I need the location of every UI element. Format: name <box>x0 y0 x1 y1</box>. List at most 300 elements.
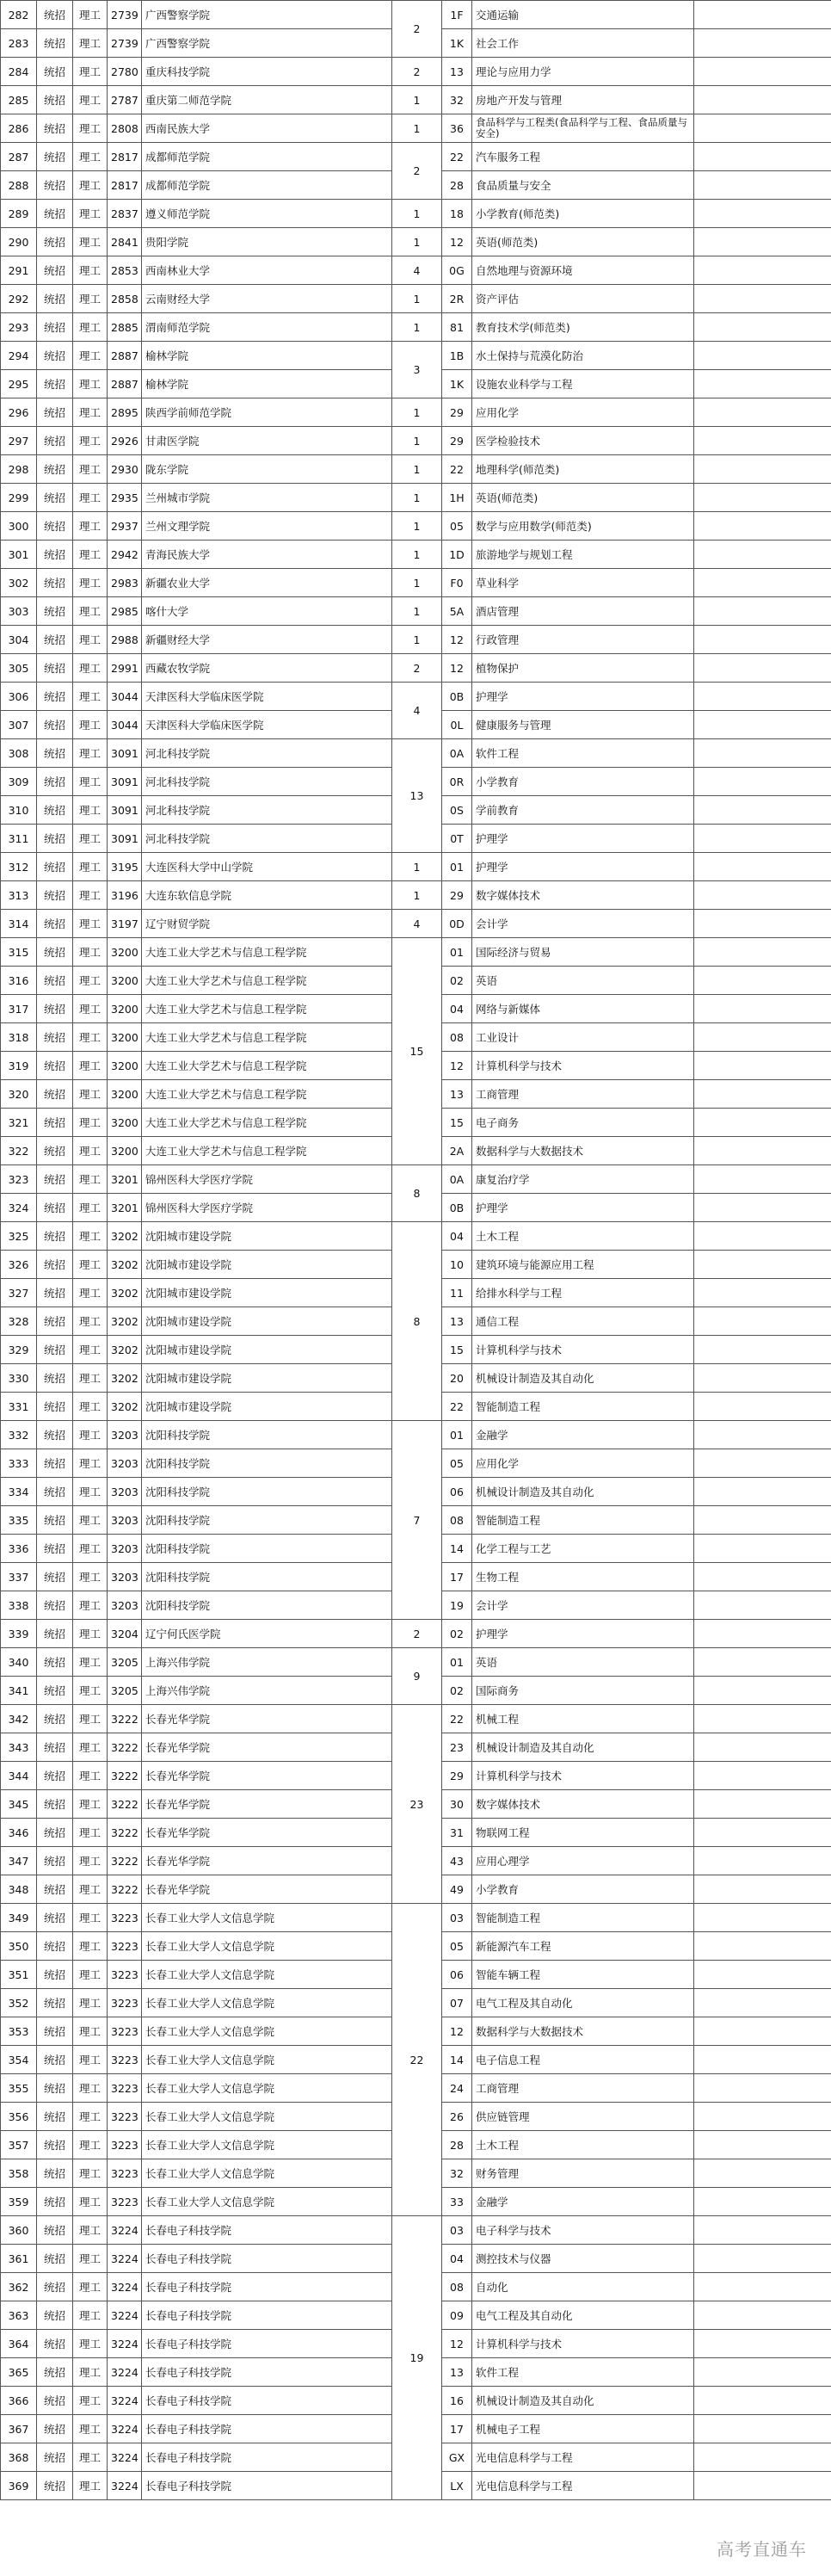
row-index: 346 <box>1 1819 37 1847</box>
major-code-cell: 16 <box>442 2387 472 2415</box>
batch-cell: 统招 <box>37 1677 73 1705</box>
school-name-cell: 榆林学院 <box>142 370 392 398</box>
row-index: 342 <box>1 1705 37 1733</box>
row-index: 312 <box>1 853 37 881</box>
major-name-cell: 数字媒体技术 <box>472 881 694 910</box>
blank-cell <box>694 2387 831 2415</box>
subject-cell: 理工 <box>73 654 108 683</box>
batch-cell: 统招 <box>37 342 73 370</box>
row-index: 303 <box>1 597 37 626</box>
batch-cell: 统招 <box>37 228 73 256</box>
major-code-cell: 2A <box>442 1137 472 1165</box>
major-name-cell: 工商管理 <box>472 2074 694 2103</box>
batch-cell: 统招 <box>37 2245 73 2273</box>
major-name-cell: 金融学 <box>472 2188 694 2216</box>
school-name-cell: 长春电子科技学院 <box>142 2415 392 2443</box>
subject-cell: 理工 <box>73 1932 108 1961</box>
subject-cell: 理工 <box>73 370 108 398</box>
subject-cell: 理工 <box>73 967 108 995</box>
major-code-cell: 28 <box>442 171 472 200</box>
major-name-cell: 国际经济与贸易 <box>472 938 694 967</box>
major-code-cell: 20 <box>442 1364 472 1393</box>
school-name-cell: 长春工业大学人文信息学院 <box>142 2188 392 2216</box>
major-name-cell: 计算机科学与技术 <box>472 1336 694 1364</box>
major-name-cell: 国际商务 <box>472 1677 694 1705</box>
blank-cell <box>694 455 831 484</box>
school-name-cell: 辽宁何氏医学院 <box>142 1620 392 1648</box>
school-name-cell: 喀什大学 <box>142 597 392 626</box>
blank-cell <box>694 342 831 370</box>
school-code-cell: 3223 <box>108 2103 142 2131</box>
row-index: 359 <box>1 2188 37 2216</box>
blank-cell <box>694 1 831 29</box>
school-code-cell: 3224 <box>108 2387 142 2415</box>
major-name-cell: 智能制造工程 <box>472 1393 694 1421</box>
major-name-cell: 网络与新媒体 <box>472 995 694 1023</box>
school-code-cell: 3200 <box>108 1137 142 1165</box>
school-code-cell: 3222 <box>108 1790 142 1819</box>
blank-cell <box>694 1875 831 1904</box>
batch-cell: 统招 <box>37 1052 73 1080</box>
major-code-cell: 32 <box>442 2159 472 2188</box>
batch-cell: 统招 <box>37 2387 73 2415</box>
major-code-cell: 29 <box>442 881 472 910</box>
batch-cell: 统招 <box>37 654 73 683</box>
blank-cell <box>694 967 831 995</box>
blank-cell <box>694 1563 831 1591</box>
plan-count-cell: 4 <box>392 256 442 285</box>
subject-cell: 理工 <box>73 1648 108 1677</box>
blank-cell <box>694 370 831 398</box>
school-code-cell: 2930 <box>108 455 142 484</box>
school-name-cell: 沈阳城市建设学院 <box>142 1393 392 1421</box>
school-code-cell: 2935 <box>108 484 142 512</box>
table-row <box>1 1620 831 1648</box>
batch-cell: 统招 <box>37 1307 73 1336</box>
major-name-cell: 小学教育 <box>472 768 694 796</box>
batch-cell: 统招 <box>37 1705 73 1733</box>
subject-cell: 理工 <box>73 1 108 29</box>
row-index: 336 <box>1 1535 37 1563</box>
blank-cell <box>694 2216 831 2245</box>
major-code-cell: 1K <box>442 29 472 58</box>
row-index: 321 <box>1 1109 37 1137</box>
major-code-cell: 29 <box>442 398 472 427</box>
school-code-cell: 3204 <box>108 1620 142 1648</box>
school-code-cell: 3223 <box>108 2131 142 2159</box>
row-index: 296 <box>1 398 37 427</box>
subject-cell: 理工 <box>73 1364 108 1393</box>
blank-cell <box>694 228 831 256</box>
school-code-cell: 3091 <box>108 739 142 768</box>
batch-cell: 统招 <box>37 1790 73 1819</box>
table-row <box>1 597 831 626</box>
subject-cell: 理工 <box>73 2472 108 2500</box>
major-name-cell: 电子科学与技术 <box>472 2216 694 2245</box>
row-index: 341 <box>1 1677 37 1705</box>
blank-cell <box>694 1307 831 1336</box>
school-code-cell: 3223 <box>108 2046 142 2074</box>
subject-cell: 理工 <box>73 398 108 427</box>
subject-cell: 理工 <box>73 1762 108 1790</box>
school-code-cell: 2739 <box>108 1 142 29</box>
major-name-cell: 财务管理 <box>472 2159 694 2188</box>
school-code-cell: 2817 <box>108 171 142 200</box>
row-index: 345 <box>1 1790 37 1819</box>
batch-cell: 统招 <box>37 1393 73 1421</box>
blank-cell <box>694 2301 831 2330</box>
row-index: 365 <box>1 2358 37 2387</box>
major-code-cell: 05 <box>442 512 472 541</box>
blank-cell <box>694 654 831 683</box>
major-code-cell: 10 <box>442 1251 472 1279</box>
row-index: 294 <box>1 342 37 370</box>
major-code-cell: 33 <box>442 2188 472 2216</box>
school-code-cell: 3200 <box>108 967 142 995</box>
major-name-cell: 食品质量与安全 <box>472 171 694 200</box>
school-code-cell: 3200 <box>108 1052 142 1080</box>
school-code-cell: 3200 <box>108 1023 142 1052</box>
subject-cell: 理工 <box>73 597 108 626</box>
table-row <box>1 1904 831 1932</box>
major-name-cell: 机械电子工程 <box>472 2415 694 2443</box>
school-code-cell: 2858 <box>108 285 142 313</box>
school-name-cell: 长春工业大学人文信息学院 <box>142 2131 392 2159</box>
school-name-cell: 渭南师范学院 <box>142 313 392 342</box>
school-code-cell: 3222 <box>108 1819 142 1847</box>
school-name-cell: 长春电子科技学院 <box>142 2301 392 2330</box>
blank-cell <box>694 825 831 853</box>
batch-cell: 统招 <box>37 1336 73 1364</box>
blank-cell <box>694 1819 831 1847</box>
blank-cell <box>694 1080 831 1109</box>
school-name-cell: 长春电子科技学院 <box>142 2443 392 2472</box>
major-code-cell: 43 <box>442 1847 472 1875</box>
major-name-cell: 应用心理学 <box>472 1847 694 1875</box>
plan-count-cell: 1 <box>392 200 442 228</box>
major-name-cell: 数学与应用数学(师范类) <box>472 512 694 541</box>
subject-cell: 理工 <box>73 2245 108 2273</box>
school-name-cell: 陇东学院 <box>142 455 392 484</box>
major-code-cell: 22 <box>442 1705 472 1733</box>
major-code-cell: 01 <box>442 1421 472 1449</box>
major-name-cell: 光电信息科学与工程 <box>472 2472 694 2500</box>
batch-cell: 统招 <box>37 683 73 711</box>
major-name-cell: 英语(师范类) <box>472 228 694 256</box>
batch-cell: 统招 <box>37 2358 73 2387</box>
batch-cell: 统招 <box>37 2472 73 2500</box>
row-index: 290 <box>1 228 37 256</box>
row-index: 315 <box>1 938 37 967</box>
school-code-cell: 2895 <box>108 398 142 427</box>
plan-count-cell: 8 <box>392 1165 442 1222</box>
table-row <box>1 114 831 143</box>
major-code-cell: 08 <box>442 2273 472 2301</box>
subject-cell: 理工 <box>73 2301 108 2330</box>
major-code-cell: 0G <box>442 256 472 285</box>
school-name-cell: 沈阳科技学院 <box>142 1535 392 1563</box>
school-code-cell: 3223 <box>108 2159 142 2188</box>
row-index: 309 <box>1 768 37 796</box>
blank-cell <box>694 1421 831 1449</box>
major-name-cell: 新能源汽车工程 <box>472 1932 694 1961</box>
row-index: 318 <box>1 1023 37 1052</box>
table-row <box>1 398 831 427</box>
plan-count-cell: 1 <box>392 881 442 910</box>
major-code-cell: 1D <box>442 541 472 569</box>
blank-cell <box>694 1847 831 1875</box>
major-code-cell: 02 <box>442 1677 472 1705</box>
school-code-cell: 2739 <box>108 29 142 58</box>
subject-cell: 理工 <box>73 796 108 825</box>
school-name-cell: 锦州医科大学医疗学院 <box>142 1194 392 1222</box>
major-name-cell: 机械设计制造及其自动化 <box>472 2387 694 2415</box>
major-name-cell: 电子商务 <box>472 1109 694 1137</box>
subject-cell: 理工 <box>73 881 108 910</box>
major-name-cell: 健康服务与管理 <box>472 711 694 739</box>
school-name-cell: 河北科技学院 <box>142 825 392 853</box>
row-index: 354 <box>1 2046 37 2074</box>
school-name-cell: 陕西学前师范学院 <box>142 398 392 427</box>
subject-cell: 理工 <box>73 455 108 484</box>
batch-cell: 统招 <box>37 1620 73 1648</box>
school-code-cell: 3203 <box>108 1449 142 1478</box>
school-name-cell: 贵阳学院 <box>142 228 392 256</box>
major-code-cell: 06 <box>442 1961 472 1989</box>
major-code-cell: 04 <box>442 1222 472 1251</box>
batch-cell: 统招 <box>37 1251 73 1279</box>
blank-cell <box>694 2188 831 2216</box>
batch-cell: 统招 <box>37 1506 73 1535</box>
school-name-cell: 西藏农牧学院 <box>142 654 392 683</box>
blank-cell <box>694 1904 831 1932</box>
major-code-cell: 11 <box>442 1279 472 1307</box>
blank-cell <box>694 2159 831 2188</box>
major-name-cell: 小学教育 <box>472 1875 694 1904</box>
row-index: 350 <box>1 1932 37 1961</box>
major-name-cell: 计算机科学与技术 <box>472 1052 694 1080</box>
row-index: 369 <box>1 2472 37 2500</box>
subject-cell: 理工 <box>73 768 108 796</box>
major-code-cell: 01 <box>442 853 472 881</box>
blank-cell <box>694 626 831 654</box>
blank-cell <box>694 114 831 143</box>
plan-count-cell: 19 <box>392 2216 442 2500</box>
blank-cell <box>694 1023 831 1052</box>
blank-cell <box>694 427 831 455</box>
table-row <box>1 910 831 938</box>
plan-count-cell: 1 <box>392 512 442 541</box>
plan-count-cell: 2 <box>392 1 442 58</box>
row-index: 363 <box>1 2301 37 2330</box>
plan-count-cell: 2 <box>392 58 442 86</box>
table-row <box>1 739 831 768</box>
batch-cell: 统招 <box>37 1080 73 1109</box>
blank-cell <box>694 1194 831 1222</box>
batch-cell: 统招 <box>37 739 73 768</box>
row-index: 334 <box>1 1478 37 1506</box>
subject-cell: 理工 <box>73 1790 108 1819</box>
subject-cell: 理工 <box>73 626 108 654</box>
major-name-cell: 康复治疗学 <box>472 1165 694 1194</box>
batch-cell: 统招 <box>37 1165 73 1194</box>
blank-cell <box>694 2245 831 2273</box>
row-index: 355 <box>1 2074 37 2103</box>
major-code-cell: 0A <box>442 1165 472 1194</box>
school-code-cell: 2942 <box>108 541 142 569</box>
subject-cell: 理工 <box>73 1449 108 1478</box>
subject-cell: 理工 <box>73 2017 108 2046</box>
row-index: 335 <box>1 1506 37 1535</box>
subject-cell: 理工 <box>73 2387 108 2415</box>
table-row <box>1 938 831 967</box>
batch-cell: 统招 <box>37 796 73 825</box>
major-code-cell: 08 <box>442 1023 472 1052</box>
school-name-cell: 长春电子科技学院 <box>142 2358 392 2387</box>
school-code-cell: 3224 <box>108 2330 142 2358</box>
batch-cell: 统招 <box>37 2103 73 2131</box>
major-name-cell: 数据科学与大数据技术 <box>472 2017 694 2046</box>
batch-cell: 统招 <box>37 881 73 910</box>
major-code-cell: 12 <box>442 626 472 654</box>
school-name-cell: 长春工业大学人文信息学院 <box>142 1904 392 1932</box>
blank-cell <box>694 1478 831 1506</box>
batch-cell: 统招 <box>37 2301 73 2330</box>
major-name-cell: 计算机科学与技术 <box>472 1762 694 1790</box>
batch-cell: 统招 <box>37 541 73 569</box>
subject-cell: 理工 <box>73 1421 108 1449</box>
batch-cell: 统招 <box>37 2216 73 2245</box>
major-name-cell: 植物保护 <box>472 654 694 683</box>
subject-cell: 理工 <box>73 541 108 569</box>
major-name-cell: 应用化学 <box>472 1449 694 1478</box>
subject-cell: 理工 <box>73 1506 108 1535</box>
major-name-cell: 工商管理 <box>472 1080 694 1109</box>
batch-cell: 统招 <box>37 1733 73 1762</box>
school-code-cell: 2853 <box>108 256 142 285</box>
school-code-cell: 3224 <box>108 2245 142 2273</box>
row-index: 320 <box>1 1080 37 1109</box>
school-code-cell: 3203 <box>108 1591 142 1620</box>
major-name-cell: 酒店管理 <box>472 597 694 626</box>
school-name-cell: 长春电子科技学院 <box>142 2245 392 2273</box>
school-code-cell: 3201 <box>108 1194 142 1222</box>
school-name-cell: 天津医科大学临床医学院 <box>142 683 392 711</box>
table-row <box>1 654 831 683</box>
subject-cell: 理工 <box>73 1847 108 1875</box>
batch-cell: 统招 <box>37 2273 73 2301</box>
blank-cell <box>694 1620 831 1648</box>
major-code-cell: 32 <box>442 86 472 114</box>
school-code-cell: 2808 <box>108 114 142 143</box>
school-name-cell: 天津医科大学临床医学院 <box>142 711 392 739</box>
batch-cell: 统招 <box>37 1364 73 1393</box>
school-code-cell: 3202 <box>108 1307 142 1336</box>
batch-cell: 统招 <box>37 1989 73 2017</box>
watermark: 高考直通车 <box>717 2539 807 2560</box>
school-code-cell: 2926 <box>108 427 142 455</box>
major-code-cell: 0D <box>442 910 472 938</box>
blank-cell <box>694 995 831 1023</box>
subject-cell: 理工 <box>73 2415 108 2443</box>
school-code-cell: 3203 <box>108 1535 142 1563</box>
batch-cell: 统招 <box>37 768 73 796</box>
batch-cell: 统招 <box>37 29 73 58</box>
blank-cell <box>694 2017 831 2046</box>
subject-cell: 理工 <box>73 2358 108 2387</box>
row-index: 299 <box>1 484 37 512</box>
row-index: 310 <box>1 796 37 825</box>
row-index: 358 <box>1 2159 37 2188</box>
row-index: 289 <box>1 200 37 228</box>
row-index: 295 <box>1 370 37 398</box>
major-name-cell: 电气工程及其自动化 <box>472 2301 694 2330</box>
table-row <box>1 484 831 512</box>
major-name-cell: 电气工程及其自动化 <box>472 1989 694 2017</box>
school-name-cell: 长春工业大学人文信息学院 <box>142 2159 392 2188</box>
school-name-cell: 西南民族大学 <box>142 114 392 143</box>
major-name-cell: 机械设计制造及其自动化 <box>472 1478 694 1506</box>
blank-cell <box>694 541 831 569</box>
school-code-cell: 3202 <box>108 1279 142 1307</box>
subject-cell: 理工 <box>73 2443 108 2472</box>
row-index: 343 <box>1 1733 37 1762</box>
blank-cell <box>694 711 831 739</box>
major-name-cell: 工业设计 <box>472 1023 694 1052</box>
subject-cell: 理工 <box>73 995 108 1023</box>
major-code-cell: F0 <box>442 569 472 597</box>
batch-cell: 统招 <box>37 114 73 143</box>
blank-cell <box>694 1961 831 1989</box>
table-row <box>1 1165 831 1194</box>
major-code-cell: 07 <box>442 1989 472 2017</box>
school-code-cell: 2887 <box>108 342 142 370</box>
major-name-cell: 教育技术学(师范类) <box>472 313 694 342</box>
table-row <box>1 455 831 484</box>
subject-cell: 理工 <box>73 1080 108 1109</box>
major-name-cell: 会计学 <box>472 1591 694 1620</box>
blank-cell <box>694 1762 831 1790</box>
major-name-cell: 英语 <box>472 1648 694 1677</box>
row-index: 356 <box>1 2103 37 2131</box>
school-code-cell: 3224 <box>108 2358 142 2387</box>
plan-count-cell: 2 <box>392 654 442 683</box>
major-name-cell: 机械设计制造及其自动化 <box>472 1364 694 1393</box>
plan-count-cell: 1 <box>392 569 442 597</box>
school-code-cell: 3222 <box>108 1705 142 1733</box>
row-index: 340 <box>1 1648 37 1677</box>
school-code-cell: 3203 <box>108 1421 142 1449</box>
subject-cell: 理工 <box>73 2216 108 2245</box>
batch-cell: 统招 <box>37 1478 73 1506</box>
major-code-cell: 1B <box>442 342 472 370</box>
subject-cell: 理工 <box>73 171 108 200</box>
row-index: 313 <box>1 881 37 910</box>
major-code-cell: 14 <box>442 1535 472 1563</box>
blank-cell <box>694 739 831 768</box>
batch-cell: 统招 <box>37 1449 73 1478</box>
plan-count-cell: 1 <box>392 313 442 342</box>
school-name-cell: 长春工业大学人文信息学院 <box>142 1989 392 2017</box>
plan-count-cell: 1 <box>392 427 442 455</box>
major-code-cell: 22 <box>442 455 472 484</box>
table-row <box>1 228 831 256</box>
school-name-cell: 沈阳城市建设学院 <box>142 1307 392 1336</box>
blank-cell <box>694 910 831 938</box>
batch-cell: 统招 <box>37 2415 73 2443</box>
major-code-cell: 17 <box>442 1563 472 1591</box>
school-code-cell: 3223 <box>108 2017 142 2046</box>
